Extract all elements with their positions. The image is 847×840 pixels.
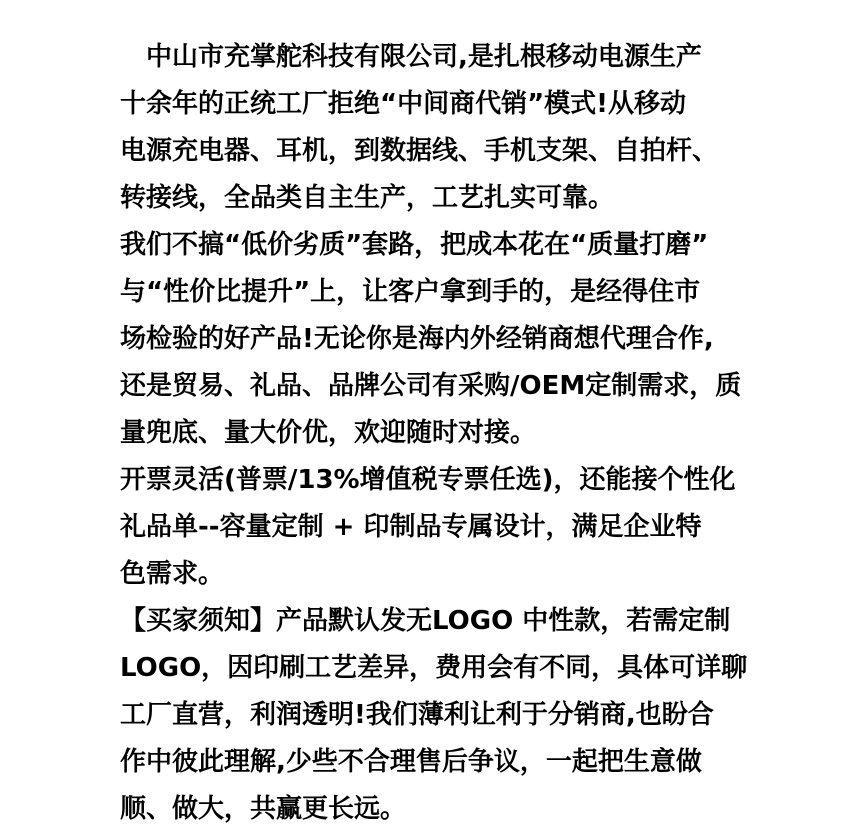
- paragraph-line: 量兜底、量大价优，欢迎随时对接。: [120, 418, 537, 448]
- paragraph-line: 转接线，全品类自主生产，工艺扎实可靠。: [120, 183, 615, 213]
- paragraph-line: 与“性价比提升”上，让客户拿到手的，是经得住市: [120, 277, 701, 307]
- paragraph-line: 【买家须知】产品默认发无LOGO 中性款，若需定制: [120, 606, 731, 636]
- paragraph-line: LOGO，因印刷工艺差异，费用会有不同，具体可详聊: [120, 653, 748, 683]
- paragraph-line: 我们不搞“低价劣质”套路，把成本花在“质量打磨”: [120, 230, 709, 260]
- paragraph-line: 工厂直营，利润透明!我们薄利让利于分销商,也盼合: [120, 700, 714, 730]
- paragraph-line: 礼品单--容量定制 + 印制品专属设计，满足企业特: [120, 512, 702, 542]
- paragraph-line: 作中彼此理解,少些不合理售后争议，一起把生意做: [120, 747, 702, 777]
- paragraph-line: 顺、做大，共赢更长远。: [120, 794, 407, 824]
- document-body: [120, 34, 748, 833]
- paragraph-line: 色需求。: [120, 559, 225, 589]
- paragraph-line: 还是贸易、礼品、品牌公司有采购/OEM定制需求，质: [120, 371, 742, 401]
- paragraph-line: 中山市充掌舵科技有限公司,是扎根移动电源生产: [146, 42, 702, 72]
- paragraph-line: 电源充电器、耳机，到数据线、手机支架、自拍杆、: [120, 136, 719, 166]
- paragraph-line: 十余年的正统工厂拒绝“中间商代销”模式!从移动: [120, 89, 687, 119]
- paragraph-line: 开票灵活(普票/13%增值税专票任选)，还能接个性化: [120, 465, 736, 495]
- paragraph-line: 场检验的好产品!无论你是海内外经销商想代理合作,: [120, 324, 714, 354]
